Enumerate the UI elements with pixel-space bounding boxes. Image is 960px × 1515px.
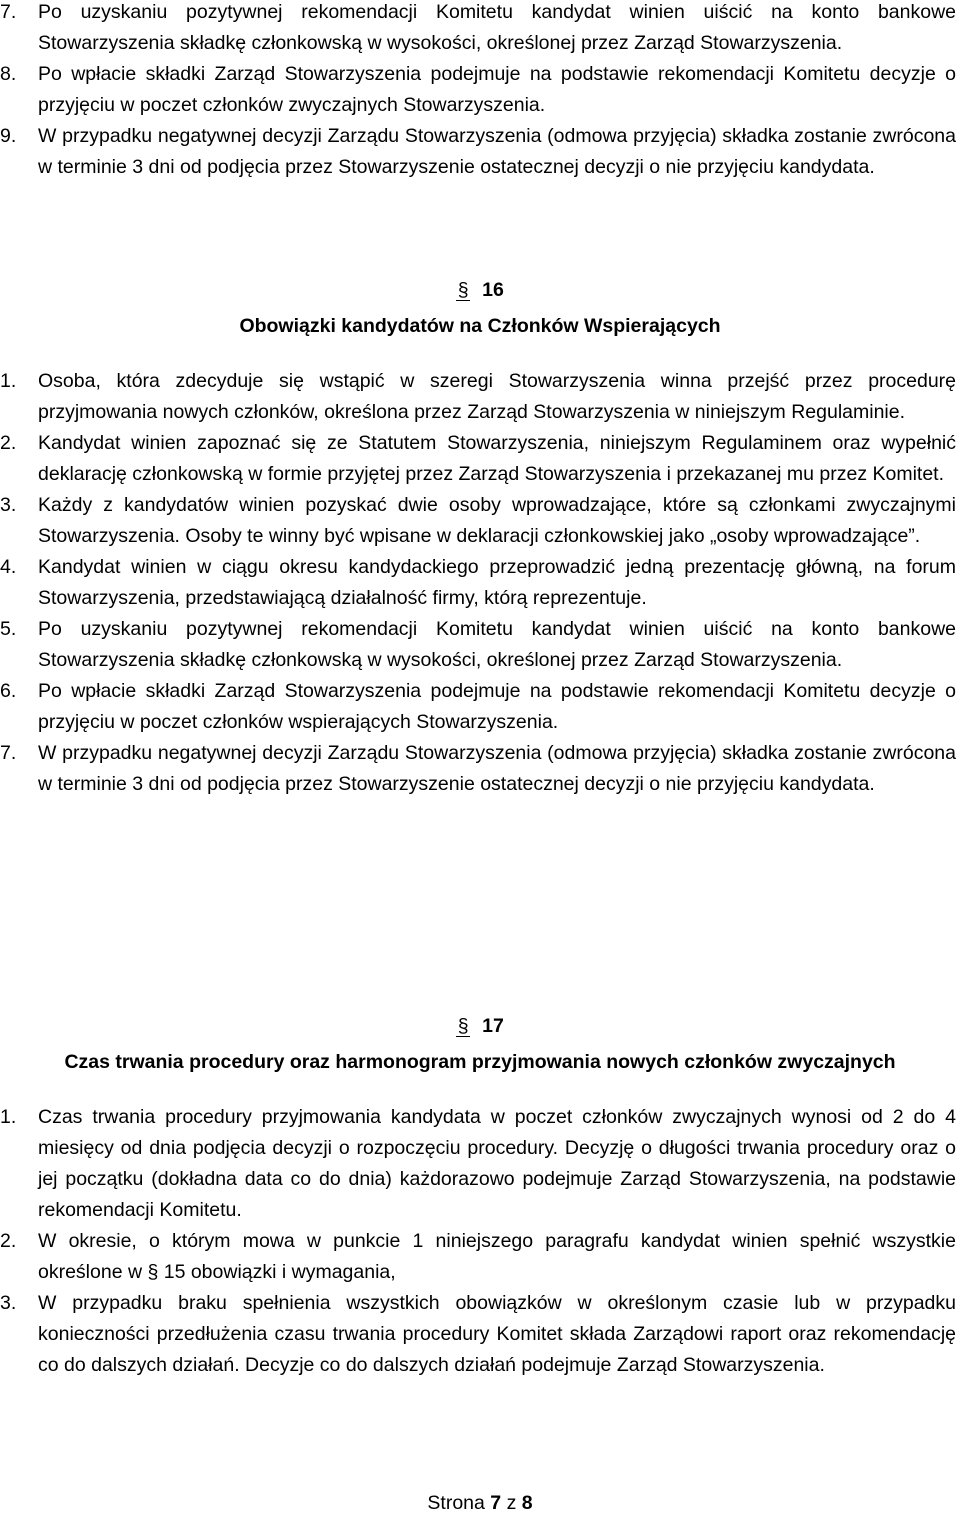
list-item — [0, 366, 960, 428]
list-item — [0, 490, 960, 552]
item-text: Każdy z kandydatów winien pozyskać dwie osoby wprowadzające, które są członkami zwyczajnymi Stowarzyszenia. Osoby te winny być wpisane w deklaracji członkowskiej jako „osoby wprowadzające”. — [38, 494, 956, 547]
item-text: Po wpłacie składki Zarząd Stowarzyszenia podejmuje na podstawie rekomendacji Komitetu decyzje o przyjęciu w poczet członków wspierających Stowarzyszenia. — [38, 680, 956, 733]
item-number: 1. — [0, 370, 17, 392]
page-footer — [0, 1492, 960, 1515]
section-number — [0, 1008, 960, 1044]
item-text: W przypadku braku spełnienia wszystkich obowiązków w określonym czasie lub w przypadku konieczności przedłużenia czasu trwania procedury Komitet składa Zarządowi raport oraz rekomendację co do dalszych działań. Decyzje co do dalszych działań podejmuje Zarząd Stowarzyszenia. — [38, 1292, 956, 1376]
list-item — [0, 1226, 960, 1288]
footer-current-page: 7 — [490, 1492, 502, 1514]
item-text: Kandydat winien zapoznać się ze Statutem Stowarzyszenia, niniejszym Regulaminem oraz wypełnić deklarację członkowską w formie przyjętej przez Zarząd Stowarzyszenia i przekazanej mu przez Komitet. — [38, 432, 956, 485]
item-number: 4. — [0, 556, 17, 578]
item-number: 5. — [0, 618, 17, 640]
section-17 — [0, 1008, 960, 1080]
list-item — [0, 614, 960, 676]
footer-total-pages: 8 — [521, 1492, 533, 1514]
section-16 — [0, 272, 960, 344]
paragraph-sign-icon: § — [457, 279, 469, 301]
item-text: W przypadku negatywnej decyzji Zarządu Stowarzyszenia (odmowa przyjęcia) składka zostanie zwrócona w terminie 3 dni od podjęcia przez Stowarzyszenie ostatecznej decyzji o nie przyjęciu kandydata. — [38, 125, 956, 178]
item-text: Kandydat winien w ciągu okresu kandydackiego przeprowadzić jedną prezentację główną, na forum Stowarzyszenia, przedstawiającą działalność firmy, którą reprezentuje. — [38, 556, 956, 609]
footer-prefix: Strona — [427, 1492, 485, 1514]
list-section-16 — [0, 366, 960, 800]
item-number: 2. — [0, 1230, 17, 1252]
item-text: Po uzyskaniu pozytywnej rekomendacji Komitetu kandydat winien uiścić na konto bankowe Stowarzyszenia składkę członkowską w wysokości, określonej przez Zarząd Stowarzyszenia. — [38, 1, 956, 54]
item-text: Czas trwania procedury przyjmowania kandydata w poczet członków zwyczajnych wynosi od 2 do 4 miesięcy od dnia podjęcia decyzji o rozpoczęciu procedury. Decyzję o długości trwania procedury oraz o jej początku (dokładna data co do dnia) każdorazowo podejmuje Zarząd Stowarzyszenia, na podstawie rekomendacji Komitetu. — [38, 1106, 956, 1221]
list-section-17 — [0, 1102, 960, 1381]
item-text: Po uzyskaniu pozytywnej rekomendacji Komitetu kandydat winien uiścić na konto bankowe Stowarzyszenia składkę członkowską w wysokości, określonej przez Zarząd Stowarzyszenia. — [38, 618, 956, 671]
footer-separator: z — [506, 1492, 517, 1514]
item-number: 8. — [0, 63, 17, 85]
paragraph-sign-icon: § — [457, 1015, 469, 1037]
item-number: 3. — [0, 494, 17, 516]
item-number: 7. — [0, 1, 17, 23]
list-item — [0, 428, 960, 490]
item-number: 7. — [0, 742, 17, 764]
list-item — [0, 738, 960, 800]
list-item — [0, 676, 960, 738]
item-number: 1. — [0, 1106, 17, 1128]
section-title: Obowiązki kandydatów na Członków Wspierających — [239, 315, 721, 337]
item-text: Po wpłacie składki Zarząd Stowarzyszenia podejmuje na podstawie rekomendacji Komitetu decyzje o przyjęciu w poczet członków zwyczajnych Stowarzyszenia. — [38, 63, 956, 116]
section-number — [0, 272, 960, 308]
item-text: W okresie, o którym mowa w punkcie 1 niniejszego paragrafu kandydat winien spełnić wszystkie określone w § 15 obowiązki i wymagania, — [38, 1230, 956, 1283]
item-text: Osoba, która zdecyduje się wstąpić w szeregi Stowarzyszenia winna przejść przez procedurę przyjmowania nowych członków, określona przez Zarząd Stowarzyszenia w niniejszym Regulaminie. — [38, 370, 956, 423]
list-item — [0, 59, 960, 121]
section-number-text: 17 — [482, 1015, 504, 1037]
list-item — [0, 1102, 960, 1226]
item-number: 2. — [0, 432, 17, 454]
section-title: Czas trwania procedury oraz harmonogram przyjmowania nowych członków zwyczajnych — [64, 1051, 896, 1073]
list-item — [0, 552, 960, 614]
list-item — [0, 121, 960, 183]
item-number: 9. — [0, 125, 17, 147]
item-text: W przypadku negatywnej decyzji Zarządu Stowarzyszenia (odmowa przyjęcia) składka zostanie zwrócona w terminie 3 dni od podjęcia przez Stowarzyszenie ostatecznej decyzji o nie przyjęciu kandydata. — [38, 742, 956, 795]
item-number: 3. — [0, 1292, 17, 1314]
list-item — [0, 1288, 960, 1381]
section-number-text: 16 — [482, 279, 504, 301]
item-number: 6. — [0, 680, 17, 702]
list-top — [0, 0, 960, 183]
list-item — [0, 0, 960, 59]
